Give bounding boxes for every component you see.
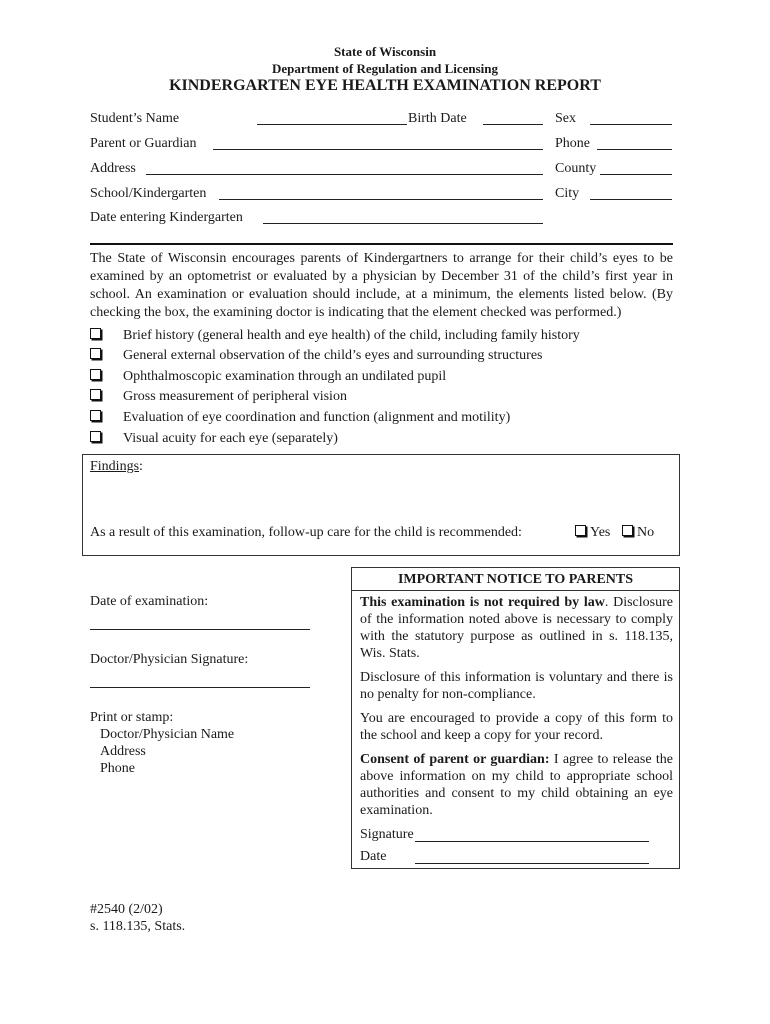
checklist-item [90, 410, 511, 426]
section-divider [90, 243, 673, 245]
notice-title: IMPORTANT NOTICE TO PARENTS [352, 568, 679, 591]
checklist-label: Brief history (general health and eye health) of the child, including family history [123, 328, 580, 343]
parent-date-field[interactable] [415, 863, 649, 864]
parent-label: Parent or Guardian [90, 136, 197, 151]
student-name-label: Student’s Name [90, 111, 180, 126]
form-number: #2540 (2/02) [90, 902, 163, 917]
school-label: School/Kindergarten [90, 186, 207, 201]
state-name: State of Wisconsin [333, 44, 437, 59]
intro-paragraph: The State of Wisconsin encourages parents of Kindergartners to arrange for their child’s eyes to be examined by an optometrist or evaluated by a physician by December 31 of the child’s first year in school. An examination or evaluation should include, at a minimum, the elements listed below. (By checking the box, the examining doctor is indicating that the element checked was performed.) [90, 251, 673, 320]
followup-question: As a result of this examination, follow-up care for the child is recommended: [90, 525, 522, 540]
address-label: Address [90, 161, 136, 176]
notice-box [351, 567, 680, 869]
checkbox-history[interactable] [90, 328, 101, 339]
parent-signature-field[interactable] [415, 841, 649, 842]
followup-yes[interactable]: Yes [575, 525, 610, 541]
notice-paragraph-law: This examination is not required by law. Disclosure of the information noted above is necessary to comply with the statutory purpose as outlined in s. 118.135, Wis. Stats. [360, 595, 673, 661]
findings-label: Findings: [90, 459, 143, 474]
checklist-label: General external observation of the child’s eyes and surrounding structures [123, 348, 543, 363]
county-label: County [555, 161, 597, 176]
city-label: City [555, 186, 580, 201]
checklist-item [90, 431, 338, 447]
yes-checkbox[interactable] [575, 525, 586, 536]
parent-signature-label: Signature [360, 827, 414, 842]
doctor-address-label: Address [100, 744, 146, 759]
checkbox-peripheral-vision[interactable] [90, 389, 101, 400]
doctor-name-label: Doctor/Physician Name [100, 727, 235, 742]
school-field[interactable] [219, 199, 543, 200]
checklist-item [90, 348, 543, 364]
followup-no[interactable]: No [622, 525, 654, 541]
checklist-label: Gross measurement of peripheral vision [123, 389, 347, 404]
address-field[interactable] [146, 174, 543, 175]
date-entering-field[interactable] [263, 223, 543, 224]
notice-paragraph-copy: You are encouraged to provide a copy of this form to the school and keep a copy for your record. [360, 711, 673, 743]
form-title: KINDERGARTEN EYE HEALTH EXAMINATION REPORT [169, 77, 601, 94]
checkbox-eye-coordination[interactable] [90, 410, 101, 421]
city-field[interactable] [590, 199, 672, 200]
findings-box[interactable] [82, 454, 680, 556]
sex-label: Sex [555, 111, 576, 126]
notice-paragraph-voluntary: Disclosure of this information is voluntary and there is no penalty for non-compliance. [360, 670, 673, 702]
sex-field[interactable] [590, 124, 672, 125]
no-checkbox[interactable] [622, 525, 633, 536]
doctor-signature-label: Doctor/Physician Signature: [90, 652, 249, 667]
parent-date-label: Date [360, 849, 387, 864]
date-of-exam-field[interactable] [90, 629, 310, 630]
notice-paragraph-consent: Consent of parent or guardian: I agree to release the above information on my child to appropriate school authorities and consent to my child obtaining an eye examination. [360, 752, 673, 818]
checkbox-external-observation[interactable] [90, 348, 101, 359]
checklist-item [90, 369, 447, 385]
checklist-label: Ophthalmoscopic examination through an undilated pupil [123, 369, 447, 384]
date-of-exam-label: Date of examination: [90, 594, 209, 609]
phone-field[interactable] [597, 149, 672, 150]
checklist-label: Evaluation of eye coordination and function (alignment and motility) [123, 410, 511, 425]
birth-date-label: Birth Date [408, 111, 467, 126]
phone-label: Phone [555, 136, 590, 151]
parent-field[interactable] [213, 149, 543, 150]
print-stamp-label: Print or stamp: [90, 710, 174, 725]
doctor-phone-label: Phone [100, 761, 135, 776]
date-entering-label: Date entering Kindergarten [90, 210, 243, 225]
doctor-signature-field[interactable] [90, 687, 310, 688]
checklist-item [90, 328, 580, 344]
county-field[interactable] [600, 174, 672, 175]
birth-date-field[interactable] [483, 124, 543, 125]
checkbox-visual-acuity[interactable] [90, 431, 101, 442]
student-name-field[interactable] [257, 124, 407, 125]
statute-reference: s. 118.135, Stats. [90, 919, 186, 934]
checklist-item [90, 389, 347, 405]
checkbox-ophthalmoscopic[interactable] [90, 369, 101, 380]
checklist-label: Visual acuity for each eye (separately) [123, 431, 338, 446]
department-name: Department of Regulation and Licensing [271, 61, 499, 76]
